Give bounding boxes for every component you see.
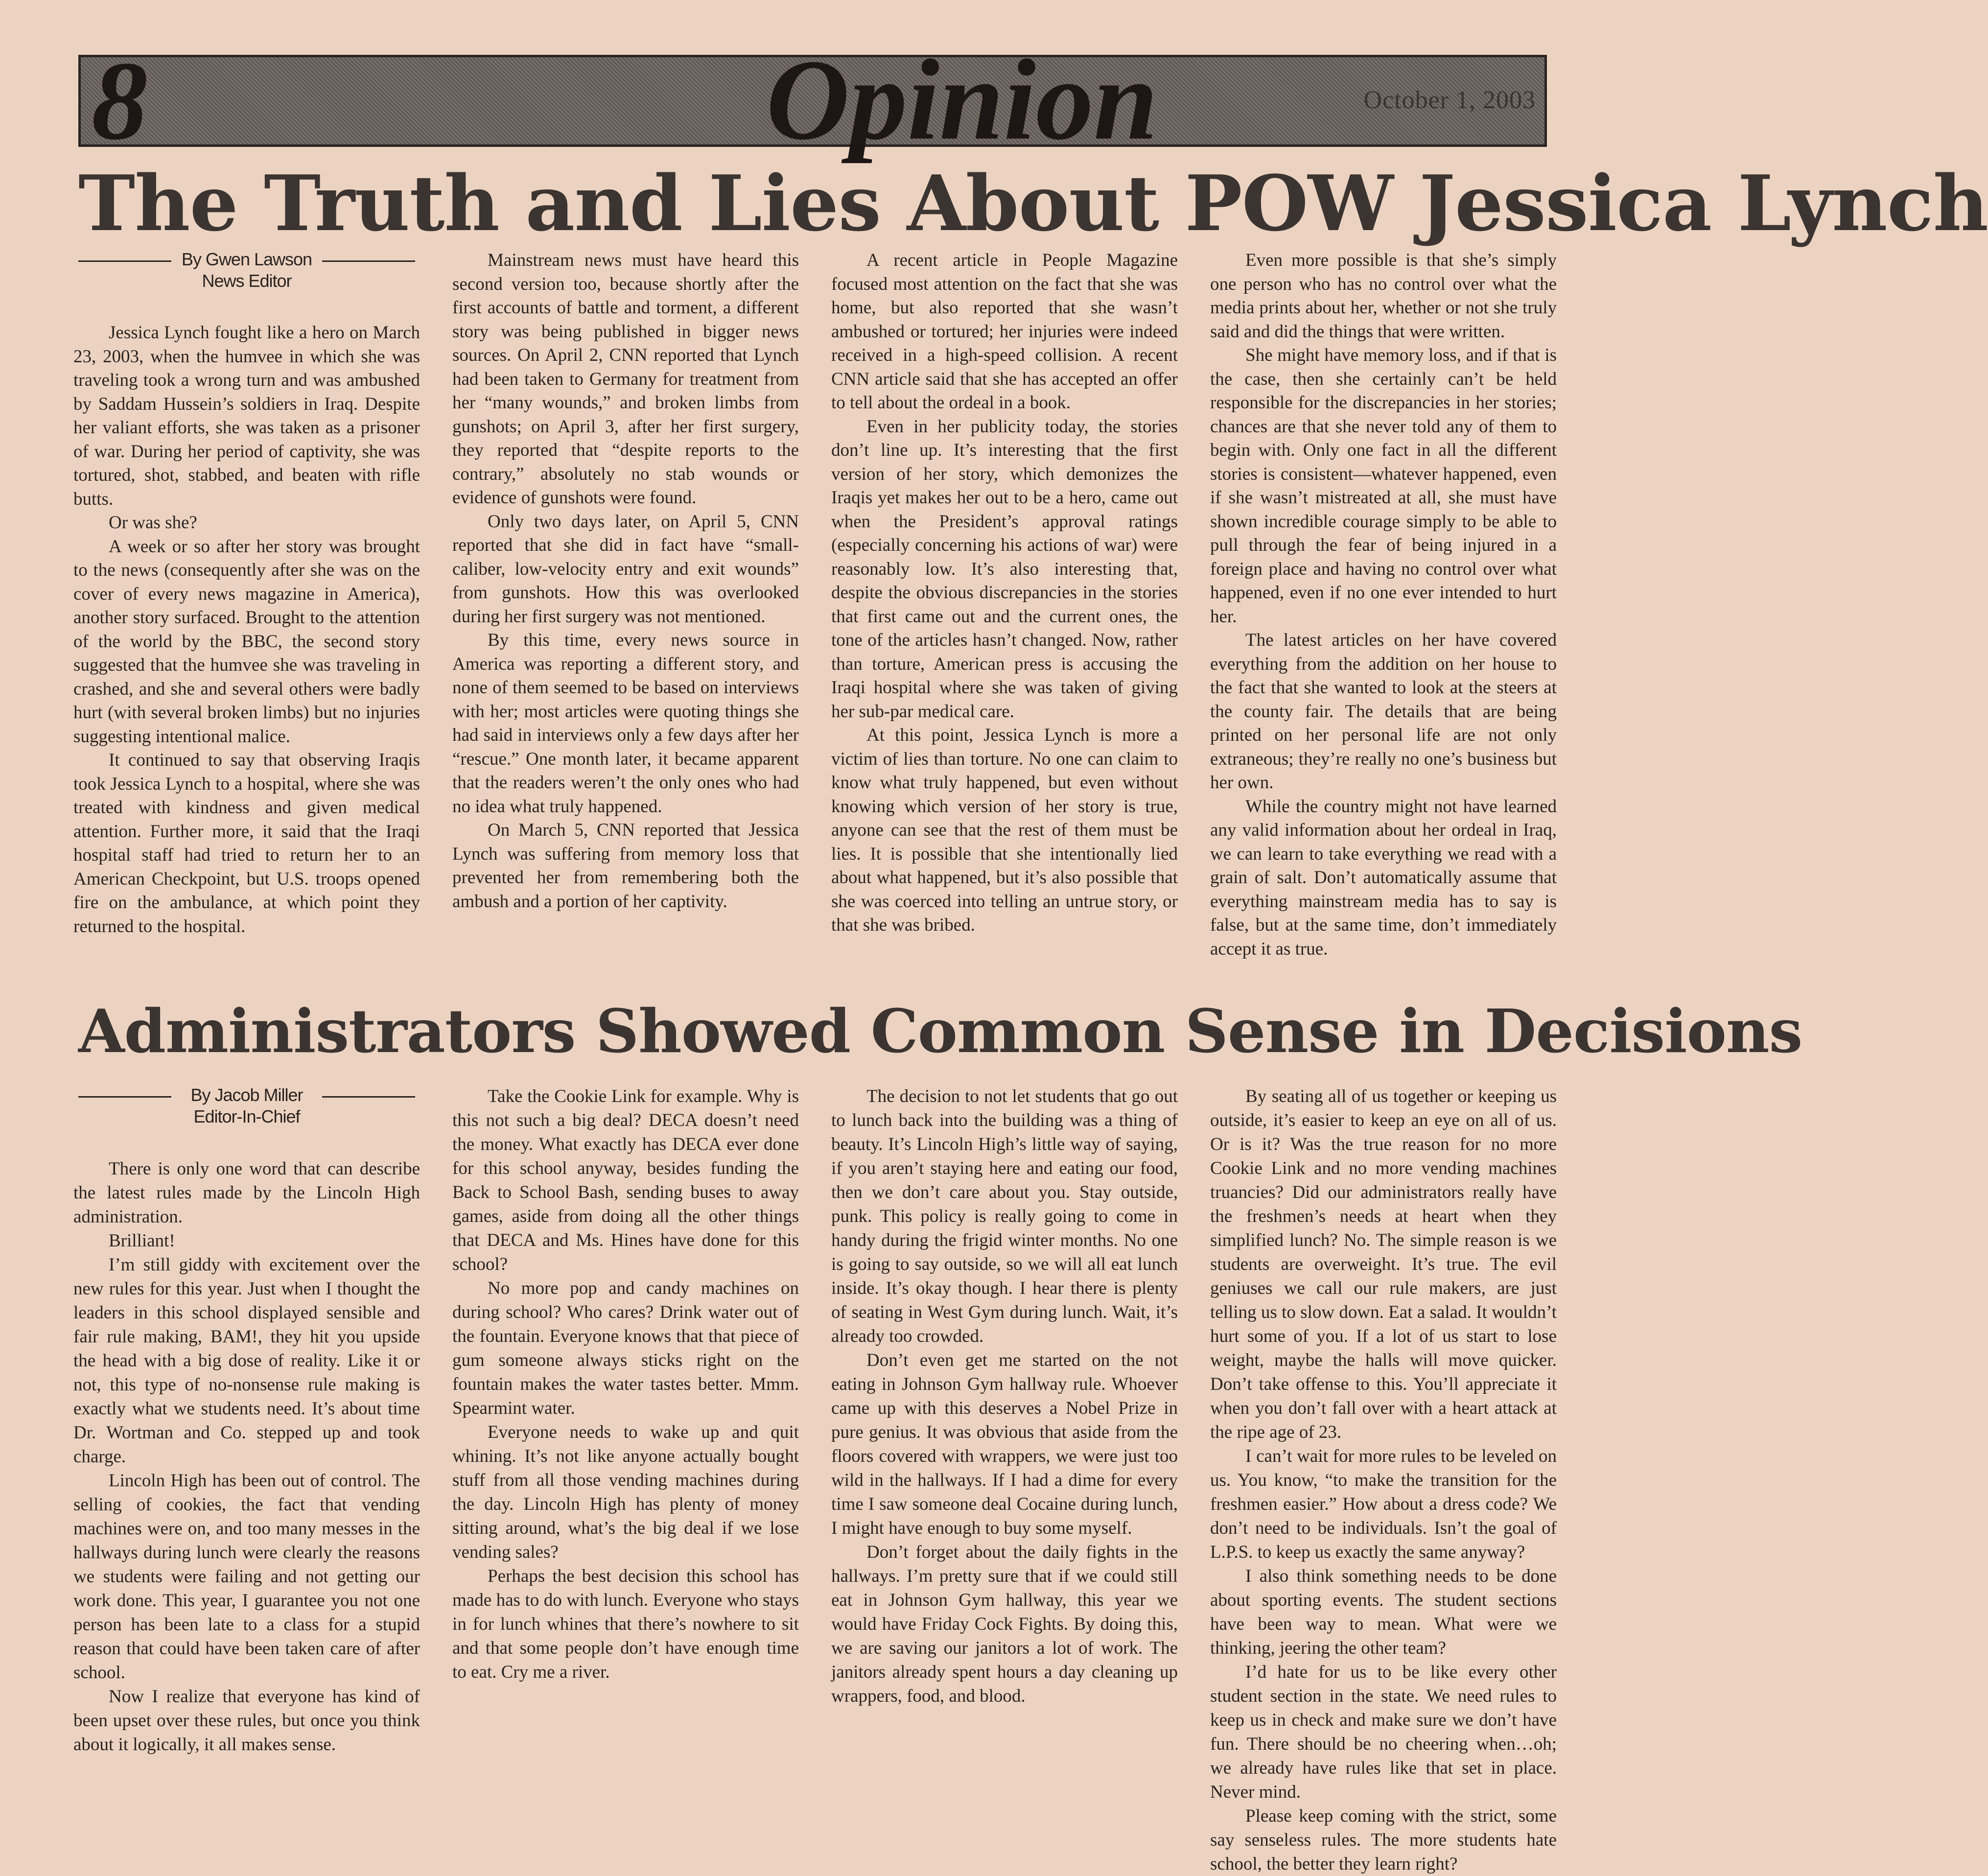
paragraph: I’d hate for us to be like every other student section in the state. We need rules to keep us in check and make sure we don’t have fun. There should be no cheering when…oh; we already have rules like that set in place. Never mind. bbox=[1210, 1662, 1557, 1802]
author-name: By Jacob Miller bbox=[190, 1085, 303, 1105]
paragraph: Don’t forget about the daily fights in the hallways. I’m pretty sure that if we could still eat in Johnson Gym hallway, this year we would have Friday Cock Fights. By doing this, we are saving our janitors a lot of work. The janitors already spent hours a day cleaning up wrappers, food, and blood. bbox=[831, 1542, 1178, 1706]
paragraph: Lincoln High has been out of control. The selling of cookies, the fact that vending machines were on, and too many messes in the hallways during lunch were clearly the reasons we students were failing and not getting our work done. This year, I guarantee you not one person has been late to a class for a stupid reason that could have been taken care of after school. bbox=[73, 1471, 420, 1683]
paragraph: Brilliant! bbox=[109, 1231, 175, 1251]
paragraph: No more pop and candy machines on during school? Who cares? Drink water out of the fountain. Everyone knows that that piece of gum someone always sticks right on the fountain makes the water tastes better. Mmm. Spearmint water. bbox=[452, 1278, 799, 1418]
issue-date: October 1, 2003 bbox=[1363, 86, 1536, 114]
paragraph: Jessica Lynch fought like a hero on March 23, 2003, when the humvee in which she was traveling took a wrong turn and was ambushed by Saddam Hussein’s soldiers in Iraq. Despite her valiant efforts, she was taken as a prisoner of war. During her period of captivity, she was tortured, shot, stabbed, and beaten with rifle butts. bbox=[73, 323, 420, 509]
paragraph: Even more possible is that she’s simply one person who has no control over what the media prints about her, whether or not she truly said and did the things that were written. bbox=[1210, 250, 1557, 342]
paragraph: By seating all of us together or keeping us outside, it’s easier to keep an eye on all of us. Or is it? Was the true reason for no more Cookie Link and no more vending machines truancies? Did our administrators really have the freshmen’s needs at heart when they simplified lunch? No. The simple reason is we students are overweight. It’s true. The evil geniuses we call our rule makers, are just telling us to slow down. Eat a salad. It wouldn’t hurt some of you. If a lot of us start to lose weight, maybe the halls will move quicker. Don’t take offense to this. You’ll appreciate it when you don’t fall over with a heart attack at the ripe age of 23. bbox=[1210, 1086, 1557, 1442]
article1-col2 bbox=[452, 249, 799, 983]
paragraph: The latest articles on her have covered everything from the addition on her house to the fact that she wanted to look at the steers at the county fair. The details that are being printed on her personal life are not only extraneous; they’re really no one’s business but her own. bbox=[1210, 630, 1557, 793]
article1-col4 bbox=[1210, 249, 1557, 983]
paragraph: I also think something needs to be done about sporting events. The student sections have been way to mean. What were we thinking, jeering the other team? bbox=[1210, 1566, 1557, 1658]
article1-byline bbox=[73, 249, 420, 292]
section-title: Opinion bbox=[766, 36, 1158, 164]
author-role: Editor-In-Chief bbox=[193, 1106, 300, 1126]
page-number: 8 bbox=[92, 38, 148, 163]
paragraph: It continued to say that observing Iraqis took Jessica Lynch to a hospital, where she was treated with kindness and given medical attention. Further more, it said that the Iraqi hospital staff had tried to return her to an American Checkpoint, but U.S. troops opened fire on the ambulance, at which point they returned to the hospital. bbox=[73, 750, 420, 937]
paragraph: Now I realize that everyone has kind of been upset over these rules, but once you think about it logically, it all makes sense. bbox=[73, 1687, 420, 1755]
article2-body bbox=[73, 1084, 1557, 1874]
paragraph: Everyone needs to wake up and quit whining. It’s not like anyone actually bought stuff from all those vending machines during the day. Lincoln High has plenty of money sitting around, what’s the big deal if we lose vending sales? bbox=[452, 1422, 799, 1562]
article1-body bbox=[73, 249, 1557, 983]
byline-rule-left bbox=[78, 1096, 171, 1098]
article2-col3 bbox=[831, 1084, 1178, 1794]
paragraph: Or was she? bbox=[109, 513, 197, 533]
paragraph: By this time, every news source in America was reporting a different story, and none of them seemed to be based on interviews with her; most articles were quoting things she had said in interviews only a few days after her “rescue.” One month later, it became apparent that the readers weren’t the only ones who had no idea what truly happened. bbox=[452, 630, 799, 817]
paragraph: Mainstream news must have heard this second version too, because shortly after the first accounts of battle and torment, a different story was being published in bigger news sources. On April 2, CNN reported that Lynch had been taken to Germany for treatment from her “many wounds,” and broken limbs from gunshots; on April 3, after her first surgery, they reported that “despite reports to the contrary,” absolutely no stab wounds or evidence of gunshots were found. bbox=[452, 250, 799, 508]
paragraph: Only two days later, on April 5, CNN reported that she did in fact have “small-caliber, low-velocity entry and exit wounds” from gunshots. How this was overlooked during her first surgery was not mentioned. bbox=[452, 511, 799, 627]
paragraph: While the country might not have learned any valid information about her ordeal in Iraq, we can learn to take everything we read with a grain of salt. Don’t automatically assume that everything mainstream media has to say is false, but at the same time, don’t immediately accept it as true. bbox=[1210, 796, 1557, 959]
paragraph: The decision to not let students that go out to lunch back into the building was a thing of beauty. It’s Lincoln High’s little way of saying, if you aren’t staying here and eating our food, then we don’t care about you. Stay outside, punk. This policy is really going to come in handy during the frigid winter months. No one is going to say outside, so we will all eat lunch inside. It’s okay though. I hear there is plenty of seating in West Gym during lunch. Wait, it’s already too crowded. bbox=[831, 1086, 1178, 1346]
article2-col2 bbox=[452, 1084, 799, 1794]
paragraph: She might have memory loss, and if that is the case, then she certainly can’t be held responsible for the discrepancies in her stories; chances are that she never told any of them to begin with. Only one fact in all the different stories is consistent—whatever happened, even if she wasn’t mistreated at all, she must have shown incredible courage simply to be able to pull through the fear of being injured in a foreign place and having no control over what happened, even if no one ever intended to hurt her. bbox=[1210, 345, 1557, 627]
article1-headline: The Truth and Lies About POW Jessica Lynch bbox=[78, 159, 1988, 248]
article1-col3 bbox=[831, 249, 1178, 983]
article2-col4 bbox=[1210, 1084, 1557, 1874]
paragraph: At this point, Jessica Lynch is more a victim of lies than torture. No one can claim to know what truly happened, but even without knowing which version of her story is true, anyone can see that the rest of them must be lies. It is possible that she intentionally lied about what happened, but it’s also possible that she was coerced into telling an untrue story, or that she was bribed. bbox=[831, 725, 1178, 935]
paragraph: On March 5, CNN reported that Jessica Lynch was suffering from memory loss that prevented her from remembering both the ambush and a portion of her captivity. bbox=[452, 820, 799, 912]
paragraph: A recent article in People Magazine focused most attention on the fact that she was home, but also reported that she wasn’t ambushed or tortured; her injuries were indeed received in a high-speed collision. A recent CNN article said that she has accepted an offer to tell about the ordeal in a book. bbox=[831, 250, 1178, 413]
paragraph: There is only one word that can describe the latest rules made by the Lincoln High administration. bbox=[73, 1159, 420, 1227]
byline-rule-right bbox=[322, 260, 415, 262]
article2-byline bbox=[73, 1084, 420, 1127]
byline-rule-left bbox=[78, 260, 171, 262]
paragraph: Even in her publicity today, the stories don’t line up. It’s interesting that the first version of her story, which demonizes the Iraqis yet makes her out to be a hero, came out when the President’s approval ratings (especially concerning his actions of war) were reasonably low. It’s also interesting that, despite the obvious discrepancies in the stories that first came out and the current ones, the tone of the articles hasn’t changed. Now, rather than torture, American press is accusing the Iraqi hospital where she was taken of giving her sub-par medical care. bbox=[831, 416, 1178, 722]
author-role: News Editor bbox=[202, 271, 292, 291]
byline-rule-right bbox=[322, 1096, 415, 1098]
paragraph: Don’t even get me started on the not eating in Johnson Gym hallway rule. Whoever came up with this deserves a Nobel Prize in pure genius. It was obvious that aside from the floors covered with wrappers, we were just too wild in the hallways. If I had a dime for every time I saw someone deal Cocaine during lunch, I might have enough to buy some myself. bbox=[831, 1350, 1178, 1538]
section-banner bbox=[78, 36, 1547, 164]
paragraph: Please keep coming with the strict, some say senseless rules. The more students hate school, the better they learn right? bbox=[1210, 1806, 1557, 1874]
article2-headline: Administrators Showed Common Sense in Decisions bbox=[78, 996, 1802, 1066]
paragraph: I’m still giddy with excitement over the new rules for this year. Just when I thought the leaders in this school displayed sensible and fair rule making, BAM!, they hit you upside the head with a big dose of reality. Like it or not, this type of no-nonsense rule making is exactly what we students need. It’s about time Dr. Wortman and Co. stepped up and took charge. bbox=[73, 1255, 420, 1467]
paragraph: I can’t wait for more rules to be leveled on us. You know, “to make the transition for the freshmen easier.” How about a dress code? We don’t need to be individuals. Isn’t the goal of L.P.S. to keep us exactly the same anyway? bbox=[1210, 1446, 1557, 1562]
article1-col1 bbox=[73, 249, 420, 983]
paragraph: A week or so after her story was brought to the news (consequently after she was on the cover of every news magazine in America), another story surfaced. Brought to the attention of the world by the BBC, the second story suggested that the humvee she was traveling in crashed, and she and several others were badly hurt (with several broken limbs) but no injuries suggesting intentional malice. bbox=[73, 536, 420, 747]
author-name: By Gwen Lawson bbox=[181, 249, 312, 269]
paragraph: Take the Cookie Link for example. Why is this not such a big deal? DECA doesn’t need the money. What exactly has DECA ever done for this school anyway, besides funding the Back to School Bash, sending buses to away games, aside from doing all the other things that DECA and Ms. Hines have done for this school? bbox=[452, 1086, 799, 1274]
article2-col1 bbox=[73, 1084, 420, 1794]
paragraph: Perhaps the best decision this school has made has to do with lunch. Everyone who stays in for lunch whines that there’s nowhere to sit and that some people don’t have enough time to eat. Cry me a river. bbox=[452, 1566, 799, 1682]
